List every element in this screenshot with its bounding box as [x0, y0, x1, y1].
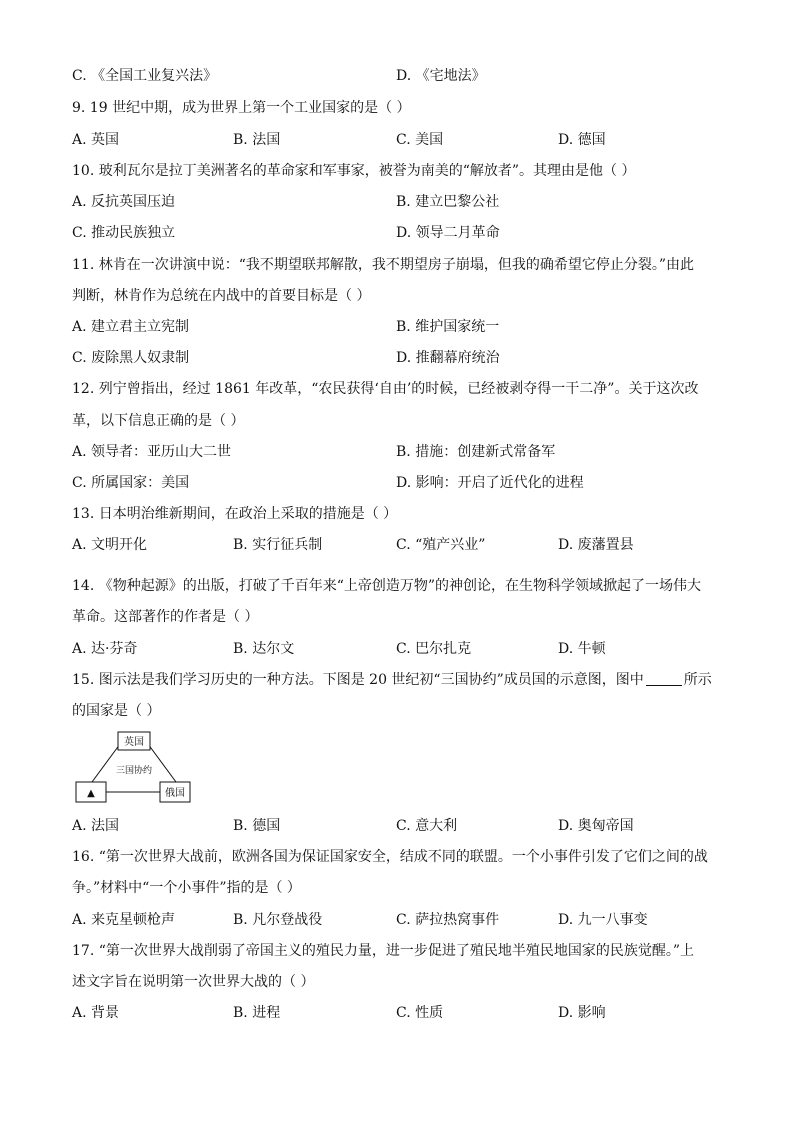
- q11-option-d: D. 推翻幕府统治: [396, 350, 500, 366]
- q15-blank: [646, 671, 682, 686]
- q14-option-c: C. 巴尔扎克: [396, 641, 472, 657]
- q16-option-d: D. 九一八事变: [558, 912, 648, 928]
- diagram-label-top: 英国: [124, 737, 144, 748]
- q12-option-c: C. 所属国家：美国: [72, 475, 190, 491]
- q17-stem-line2: 述文字旨在说明第一次世界大战的（ ）: [72, 974, 315, 990]
- q13-option-d: D. 废藩置县: [558, 537, 634, 553]
- q10-option-c: C. 推动民族独立: [72, 225, 176, 241]
- q12-option-d: D. 影响：开启了近代化的进程: [396, 475, 584, 491]
- q15-stem-line1: [72, 670, 712, 690]
- q16-option-b: B. 凡尔登战役: [233, 912, 323, 928]
- q11-stem-line2: 判断，林肯作为总统在内战中的首要目标是（ ）: [72, 288, 371, 304]
- q17-option-c: C. 性质: [396, 1005, 444, 1021]
- q9-stem: 9. 19 世纪中期，成为世界上第一个工业国家的是（ ）: [72, 100, 411, 116]
- diagram-label-right: 俄国: [165, 788, 185, 799]
- q14-option-b: B. 达尔文: [233, 641, 295, 657]
- q10-stem: 10. 玻利瓦尔是拉丁美洲著名的革命家和军事家，被誉为南美的“解放者”。其理由是他（ ）: [72, 163, 636, 179]
- q14-stem-line2: 革命。这部著作的作者是（ ）: [72, 609, 259, 625]
- q9-option-d: D. 德国: [558, 132, 606, 148]
- diagram-label-left: ▲: [87, 788, 95, 799]
- q13-option-b: B. 实行征兵制: [233, 537, 323, 553]
- q11-option-c: C. 废除黑人奴隶制: [72, 350, 190, 366]
- q15-option-d: D. 奥匈帝国: [558, 818, 634, 834]
- q12-stem-line2: 革，以下信息正确的是（ ）: [72, 413, 245, 429]
- q16-option-c: C. 萨拉热窝事件: [396, 912, 500, 928]
- q15-option-c: C. 意大利: [396, 818, 458, 834]
- q12-stem-line1: 12. 列宁曾指出，经过 1861 年改革，“农民获得‘自由’的时候，已经被剥夺得一干二净”。关于这次改: [72, 381, 699, 397]
- q14-option-a: A. 达·芬奇: [72, 641, 138, 657]
- q17-stem-line1: 17. “第一次世界大战削弱了帝国主义的殖民力量，进一步促进了殖民地半殖民地国家的民族觉醒。”上: [72, 943, 695, 959]
- q9-option-b: B. 法国: [233, 132, 281, 148]
- q17-option-b: B. 进程: [233, 1005, 281, 1021]
- q13-stem: 13. 日本明治维新期间，在政治上采取的措施是（ ）: [72, 506, 398, 522]
- q13-option-c: C. “殖产兴业”: [396, 537, 486, 553]
- q16-stem-line1: 16. “第一次世界大战前，欧洲各国为保证国家安全，结成不同的联盟。一个小事件引发了它们之间的战: [72, 849, 708, 865]
- q15-stem-pre: 15. 图示法是我们学习历史的一种方法。下图是 20 世纪初“三国协约”成员国的示意图，图中: [72, 672, 644, 688]
- q15-stem-line2: 的国家是（ ）: [72, 703, 161, 719]
- diagram-label-center: 三国协约: [115, 766, 153, 776]
- q15-option-a: A. 法国: [72, 818, 120, 834]
- q9-option-c: C. 美国: [396, 132, 444, 148]
- q14-stem-line1: 14. 《物种起源》的出版，打破了千百年来“上帝创造万物”的神创论，在生物科学领域掀起了一场伟大: [72, 578, 702, 594]
- q15-stem-post: 所示: [683, 672, 712, 688]
- q8-option-d: D. 《宅地法》: [396, 68, 486, 84]
- q13-option-a: A. 文明开化: [72, 537, 148, 553]
- q11-option-b: B. 维护国家统一: [396, 319, 500, 335]
- q12-option-a: A. 领导者：亚历山大二世: [72, 444, 232, 460]
- q17-option-d: D. 影响: [558, 1005, 606, 1021]
- q8-option-c: C. 《全国工业复兴法》: [72, 68, 218, 84]
- triple-entente-diagram: [74, 730, 194, 806]
- q11-stem-line1: 11. 林肯在一次讲演中说：“我不期望联邦解散，我不期望房子崩塌，但我的确希望它停止分裂。”由此: [72, 257, 695, 273]
- q16-option-a: A. 来克星顿枪声: [72, 912, 176, 928]
- q17-option-a: A. 背景: [72, 1005, 120, 1021]
- q10-option-d: D. 领导二月革命: [396, 225, 500, 241]
- diagram-edge-left: [92, 744, 120, 782]
- q15-option-b: B. 德国: [233, 818, 281, 834]
- q12-option-b: B. 措施：创建新式常备军: [396, 444, 556, 460]
- q14-option-d: D. 牛顿: [558, 641, 606, 657]
- q16-stem-line2: 争。”材料中“一个小事件”指的是（ ）: [72, 880, 301, 896]
- q11-option-a: A. 建立君主立宪制: [72, 319, 190, 335]
- q10-option-a: A. 反抗英国压迫: [72, 194, 176, 210]
- q10-option-b: B. 建立巴黎公社: [396, 194, 500, 210]
- diagram-edge-right: [148, 744, 176, 782]
- q9-option-a: A. 英国: [72, 132, 120, 148]
